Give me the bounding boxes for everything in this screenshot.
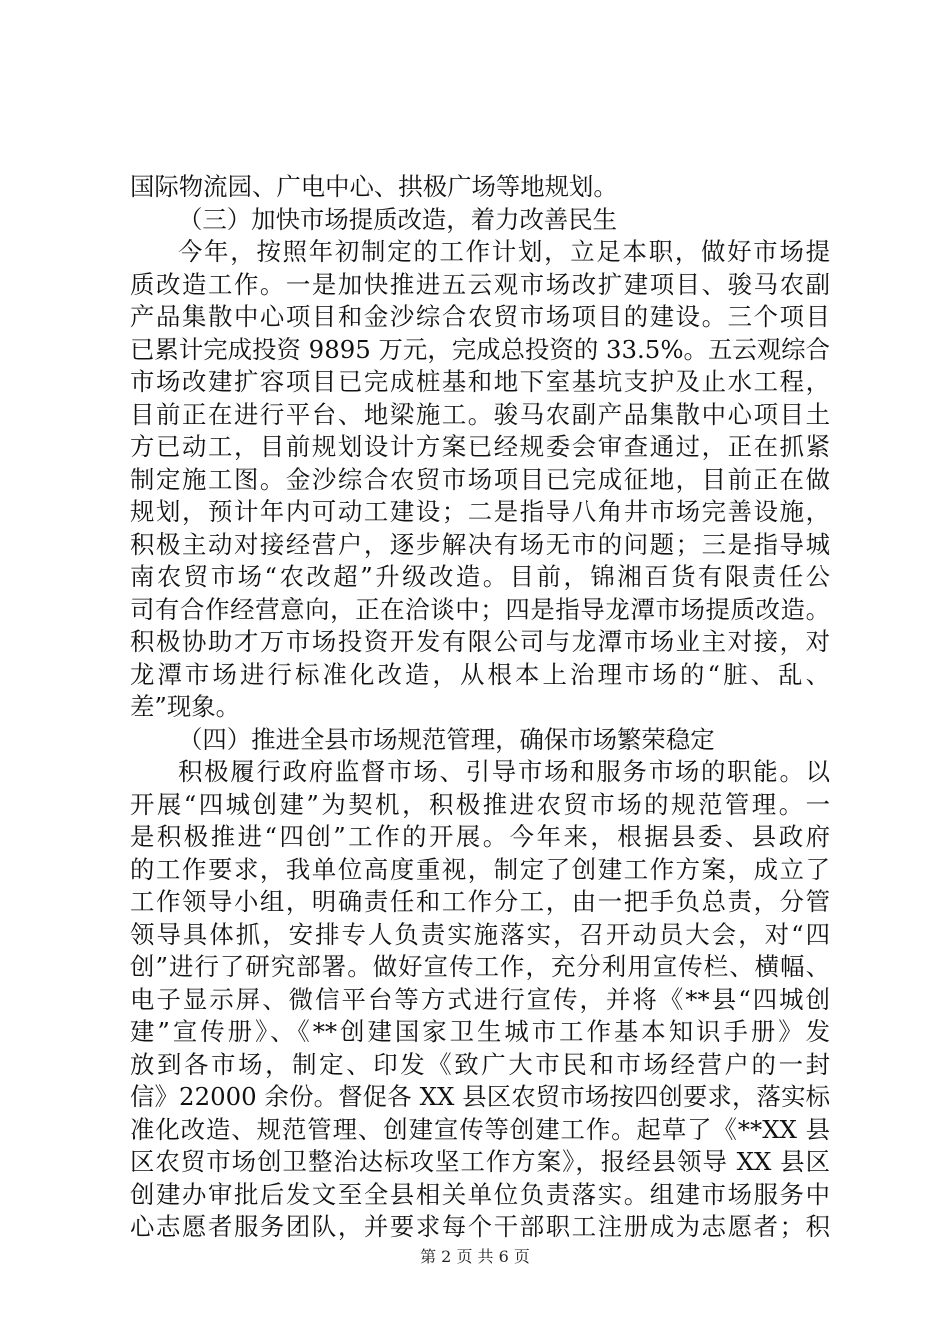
- text-line: 市场改建扩容项目已完成桩基和地下室基坑支护及止水工程，: [130, 367, 830, 396]
- text-line: 已累计完成投资 9895 万元，完成总投资的 33.5%。五云观综合: [130, 334, 830, 364]
- text-line: 工作领导小组，明确责任和工作分工，由一把手负总责，分管: [130, 887, 830, 916]
- text-line: 信》22000 余份。督促各 XX 县区农贸市场按四创要求，落实标: [130, 1082, 830, 1111]
- text-line: 南农贸市场“农改超”升级改造。目前，锦湘百货有限责任公: [130, 562, 830, 591]
- text-line: 制定施工图。金沙综合农贸市场项目已完成征地，目前正在做: [130, 464, 830, 494]
- text-line: 开展“四城创建”为契机，积极推进农贸市场的规范管理。一: [130, 789, 830, 819]
- text-line: 积极主动对接经营户，逐步解决有场无市的问题；三是指导城: [130, 529, 830, 559]
- text-line: 建”宣传册》、《**创建国家卫生城市工作基本知识手册》发: [130, 1017, 830, 1046]
- text-line: 的工作要求，我单位高度重视，制定了创建工作方案，成立了: [130, 854, 830, 884]
- text-line: 今年，按照年初制定的工作计划，立足本职，做好市场提: [178, 237, 830, 266]
- text-line: 电子显示屏、微信平台等方式进行宣传，并将《**县“四城创: [130, 984, 830, 1014]
- section-heading: （四）推进全县市场规范管理，确保市场繁荣稳定: [178, 724, 715, 754]
- text-line: 龙潭市场进行标准化改造，从根本上治理市场的“脏、乱、: [130, 659, 830, 689]
- text-line: 创建办审批后发文至全县相关单位负责落实。组建市场服务中: [130, 1179, 830, 1209]
- text-line: 准化改造、规范管理、创建宣传等创建工作。起草了《**XX 县: [130, 1114, 830, 1144]
- section-heading: （三）加快市场提质改造，着力改善民生: [178, 204, 618, 234]
- text-line: 国际物流园、广电中心、拱极广场等地规划。: [130, 172, 618, 201]
- text-line: 区农贸市场创卫整治达标攻坚工作方案》，报经县领导 XX 县区: [130, 1147, 830, 1176]
- text-line: 产品集散中心项目和金沙综合农贸市场项目的建设。三个项目: [130, 302, 830, 331]
- text-line: 差”现象。: [130, 692, 241, 721]
- text-line: 创”进行了研究部署。做好宣传工作，充分利用宣传栏、横幅、: [130, 952, 830, 981]
- text-line: 积极协助才万市场投资开发有限公司与龙潭市场业主对接，对: [130, 627, 830, 656]
- text-line: 规划，预计年内可动工建设；二是指导八角井市场完善设施，: [130, 497, 830, 526]
- text-line: 心志愿者服务团队，并要求每个干部职工注册成为志愿者；积: [130, 1212, 830, 1241]
- text-line: 领导具体抓，安排专人负责实施落实，召开动员大会，对“四: [130, 919, 830, 949]
- text-line: 司有合作经营意向，正在洽谈中；四是指导龙潭市场提质改造。: [130, 594, 830, 624]
- text-line: 质改造工作。一是加快推进五云观市场改扩建项目、骏马农副: [130, 269, 830, 299]
- document-body: [130, 171, 830, 1244]
- text-line: 方已动工，目前规划设计方案已经规委会审查通过，正在抓紧: [130, 432, 830, 461]
- text-line: 积极履行政府监督市场、引导市场和服务市场的职能。以: [178, 757, 830, 786]
- page-footer: 第 2 页 共 6 页: [420, 1247, 530, 1266]
- text-line: 放到各市场，制定、印发《致广大市民和市场经营户的一封: [130, 1049, 830, 1079]
- text-line: 目前正在进行平台、地梁施工。骏马农副产品集散中心项目土: [130, 399, 830, 429]
- text-line: 是积极推进“四创”工作的开展。今年来，根据县委、县政府: [130, 822, 830, 851]
